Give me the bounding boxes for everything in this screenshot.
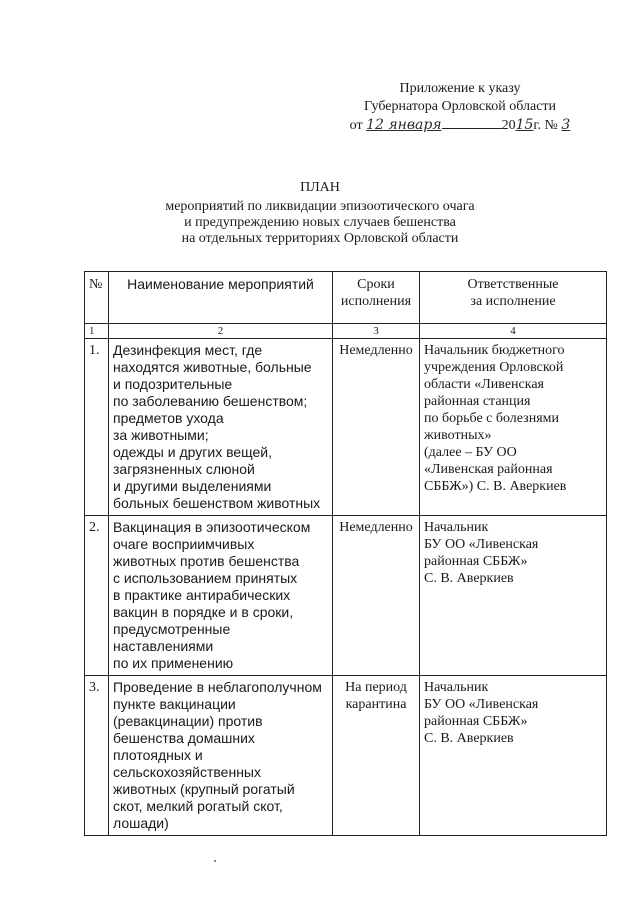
column-number-1: 1: [85, 324, 109, 339]
annex-line-1: Приложение к указу: [399, 81, 521, 96]
annex-date-line: [330, 116, 590, 135]
row-responsible-line: БУ ОО «Ливенская: [424, 697, 539, 712]
date-underline: [442, 116, 502, 129]
column-number-4: 4: [420, 324, 607, 339]
header-responsible: [420, 272, 607, 324]
row-responsible-line: (далее – БУ ОО: [424, 445, 517, 460]
annex-from-label: от: [349, 118, 363, 133]
column-number-2: 2: [109, 324, 333, 339]
header-resp-line-2: за исполнение: [470, 294, 556, 309]
row-measure-name-line: находятся животные, больные: [113, 359, 312, 375]
row-terms-line: Немедленно: [339, 520, 413, 535]
row-measure-name-line: плотоядных и: [113, 747, 203, 763]
row-measure-name-line: предметов ухода: [113, 410, 224, 426]
column-number-row: [85, 324, 607, 339]
row-measure-name-line: одежды и других вещей,: [113, 444, 273, 460]
row-measure-name-line: очаге восприимчивых: [113, 536, 255, 552]
row-responsible-line: животных»: [424, 428, 492, 443]
row-terms: [333, 676, 420, 836]
row-measure-name-line: Проведение в неблагополучном: [113, 679, 322, 695]
row-measure-name-line: животных (крупный рогатый: [113, 781, 295, 797]
annex-line-2: Губернатора Орловской области: [363, 99, 557, 114]
table-row: [85, 516, 607, 676]
row-measure-name-line: по их применению: [113, 655, 234, 671]
row-terms: [333, 339, 420, 516]
row-measure-name-line: пункте вакцинации: [113, 696, 236, 712]
table-row: [85, 676, 607, 836]
row-measure-name: [109, 339, 333, 516]
scan-speck: [214, 860, 216, 862]
row-responsible-line: Начальник: [424, 520, 489, 535]
row-terms-line: карантина: [345, 697, 407, 712]
plan-title-block: [0, 180, 640, 247]
row-responsible-line: области «Ливенская: [424, 377, 544, 392]
row-responsible-line: СББЖ») С. В. Аверкиев: [424, 479, 567, 494]
row-measure-name-line: Дезинфекция мест, где: [113, 342, 263, 358]
row-responsible-line: С. В. Аверкиев: [424, 731, 514, 746]
row-measure-name-line: наставлениями: [113, 638, 214, 654]
handwritten-number: 3: [561, 117, 571, 133]
row-responsible-line: «Ливенская районная: [424, 462, 553, 477]
row-terms-line: Немедленно: [339, 343, 413, 358]
row-responsible: [420, 339, 607, 516]
row-terms-line: На период: [345, 680, 407, 695]
row-responsible-line: Начальник бюджетного: [424, 343, 565, 358]
header-name: Наименование мероприятий: [109, 272, 333, 324]
row-measure-name-line: по заболеванию бешенством;: [113, 393, 308, 409]
column-number-3: 3: [333, 324, 420, 339]
plan-title: ПЛАН: [300, 180, 340, 195]
row-number: 2.: [85, 516, 109, 676]
header-resp-line-1: Ответственные: [467, 277, 559, 292]
row-measure-name: [109, 676, 333, 836]
table-header-row: [85, 272, 607, 324]
table-row: [85, 339, 607, 516]
row-measure-name-line: загрязненных слюной: [113, 461, 255, 477]
row-measure-name-line: предусмотренные: [113, 621, 231, 637]
row-responsible-line: С. В. Аверкиев: [424, 571, 514, 586]
row-responsible-line: районная СББЖ»: [424, 554, 528, 569]
row-measure-name-line: в практике антирабических: [113, 587, 291, 603]
row-responsible-line: районная СББЖ»: [424, 714, 528, 729]
row-number: 1.: [85, 339, 109, 516]
row-measure-name-line: и подозрительные: [113, 376, 233, 392]
year-prefix: 20: [501, 118, 516, 133]
row-measure-name-line: с использованием принятых: [113, 570, 298, 586]
annex-header: [330, 80, 590, 135]
handwritten-year: 15: [515, 117, 534, 133]
handwritten-date: 12 января: [366, 117, 442, 133]
row-measure-name-line: вакцин в порядке и в сроки,: [113, 604, 294, 620]
row-measure-name-line: больных бешенством животных: [113, 495, 321, 511]
row-measure-name-line: скот, мелкий рогатый скот,: [113, 798, 283, 814]
row-responsible-line: учреждения Орловской: [424, 360, 564, 375]
row-measure-name-line: бешенства домашних: [113, 730, 255, 746]
plan-subtitle-line-3: на отдельных территориях Орловской области: [181, 231, 459, 246]
row-responsible-line: БУ ОО «Ливенская: [424, 537, 539, 552]
row-measure-name-line: животных против бешенства: [113, 553, 300, 569]
row-measure-name-line: Вакцинация в эпизоотическом: [113, 519, 311, 535]
plan-subtitle-line-2: и предупреждению новых случаев бешенства: [184, 215, 456, 230]
row-measure-name-line: (ревакцинации) против: [113, 713, 263, 729]
header-no: №: [85, 272, 109, 324]
row-measure-name-line: за животными;: [113, 427, 209, 443]
header-terms-line-1: Сроки: [357, 277, 395, 292]
plan-subtitle-line-1: мероприятий по ликвидации эпизоотического очага: [165, 199, 475, 214]
header-terms-line-2: исполнения: [340, 294, 412, 309]
row-number: 3.: [85, 676, 109, 836]
year-end-label: г. №: [533, 118, 558, 133]
row-terms: [333, 516, 420, 676]
row-measure-name-line: сельскохозяйственных: [113, 764, 261, 780]
row-responsible-line: районная станция: [424, 394, 531, 409]
plan-table: [84, 271, 607, 836]
row-measure-name: [109, 516, 333, 676]
row-responsible-line: Начальник: [424, 680, 489, 695]
row-responsible: [420, 516, 607, 676]
row-measure-name-line: и другими выделениями: [113, 478, 272, 494]
row-responsible: [420, 676, 607, 836]
row-measure-name-line: лошади): [113, 815, 169, 831]
row-responsible-line: по борьбе с болезнями: [424, 411, 559, 426]
header-terms: [333, 272, 420, 324]
plan-rows: [85, 339, 607, 836]
